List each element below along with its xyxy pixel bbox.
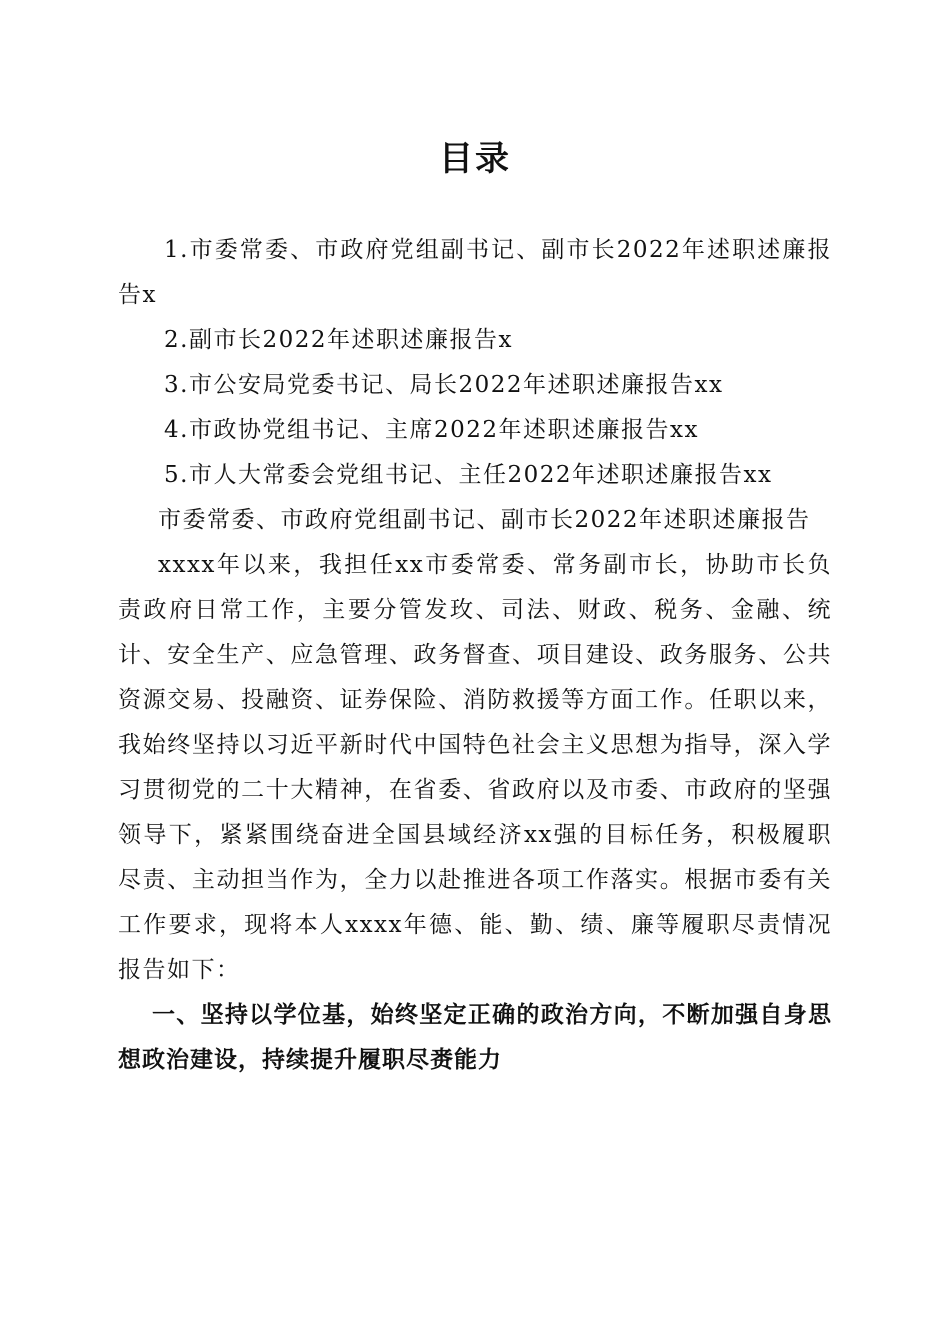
toc-title: 目录 (439, 139, 511, 179)
intro-paragraph: xxxx年以来，我担任xx市委常委、常务副市长，协助市长负责政府日常工作，主要分管发玫、司法、财政、税务、金融、统计、安全生产、应急管理、政务督查、项目建设、政务服务、公共资源交易、投融资、证券保险、消防救援等方面工作。任职以来，我始终坚持以习近平新时代中国特色社会主义思想为指导，深入学习贯彻党的二十大精神，在省委、省政府以及市委、市政府的坚强领导下，紧紧围绕奋进全国县域经济xx强的目标任务，积极履职尽责、主动担当作为，全力以赴推进各项工作落实。根据市委有关工作要求，现将本人xxxx年德、能、勤、绩、廉等履职尽责情况报告如下： (118, 552, 832, 983)
toc-item-4: 4.市政协党组书记、主席2022年述职述廉报告xx (164, 417, 699, 443)
section-heading: 一、坚持以学位基，始终坚定正确的政治方向，不断加强自身思想政治建设，持续提升履职尽赉能力 (118, 1002, 832, 1073)
toc-item-2: 2.副市长2022年述职述廉报告x (164, 327, 513, 353)
document-body (118, 228, 832, 1083)
toc-item-3: 3.市公安局党委书记、局长2022年述职述廉报告xx (164, 372, 724, 398)
toc-item-1: 1.市委常委、市政府党组副书记、副市长2022年述职述廉报告x (118, 237, 832, 308)
toc-item-5: 5.市人大常委会党组书记、主任2022年述职述廉报告xx (164, 462, 773, 488)
report-title: 市委常委、市政府党组副书记、副市长2022年述职述廉报告 (158, 507, 811, 533)
